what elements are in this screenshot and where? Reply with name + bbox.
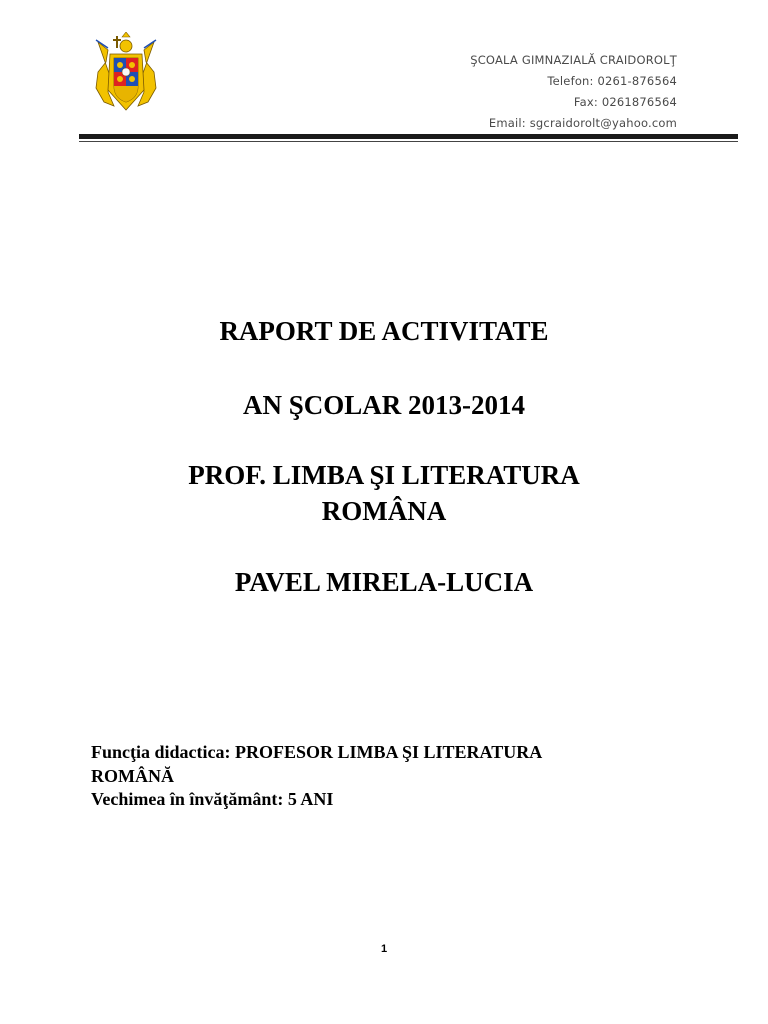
page-number: 1	[380, 943, 388, 955]
teacher-name: PAVEL MIRELA-LUCIA	[234, 567, 534, 597]
function-value-cont: ROMÂNĂ	[91, 765, 174, 786]
function-value: PROFESOR LIMBA ŞI LITERATURA	[230, 742, 543, 762]
coat-of-arms-icon	[94, 32, 158, 114]
school-name: ŞCOALA GIMNAZIALĂ CRAIDOROLŢ	[470, 53, 677, 67]
subject-title-line1: PROF. LIMBA ŞI LITERATURA	[188, 460, 580, 490]
school-contact-block	[470, 50, 677, 134]
report-title: RAPORT DE ACTIVITATE	[219, 316, 549, 346]
teacher-info-block	[91, 741, 542, 812]
header-divider-thin	[79, 141, 738, 142]
phone-number: Telefon: 0261-876564	[547, 74, 677, 88]
subject-title-line2: ROMÂNA	[321, 496, 447, 526]
fax-number: Fax: 0261876564	[573, 95, 677, 109]
header-divider	[79, 134, 738, 139]
school-year-title: AN ŞCOLAR 2013-2014	[242, 390, 525, 420]
email-address: Email: sgcraidorolt@yahoo.com	[488, 116, 677, 130]
function-label: Funcţia didactica:	[91, 742, 231, 762]
seniority: Vechimea în învăţământ: 5 ANI	[91, 789, 334, 809]
